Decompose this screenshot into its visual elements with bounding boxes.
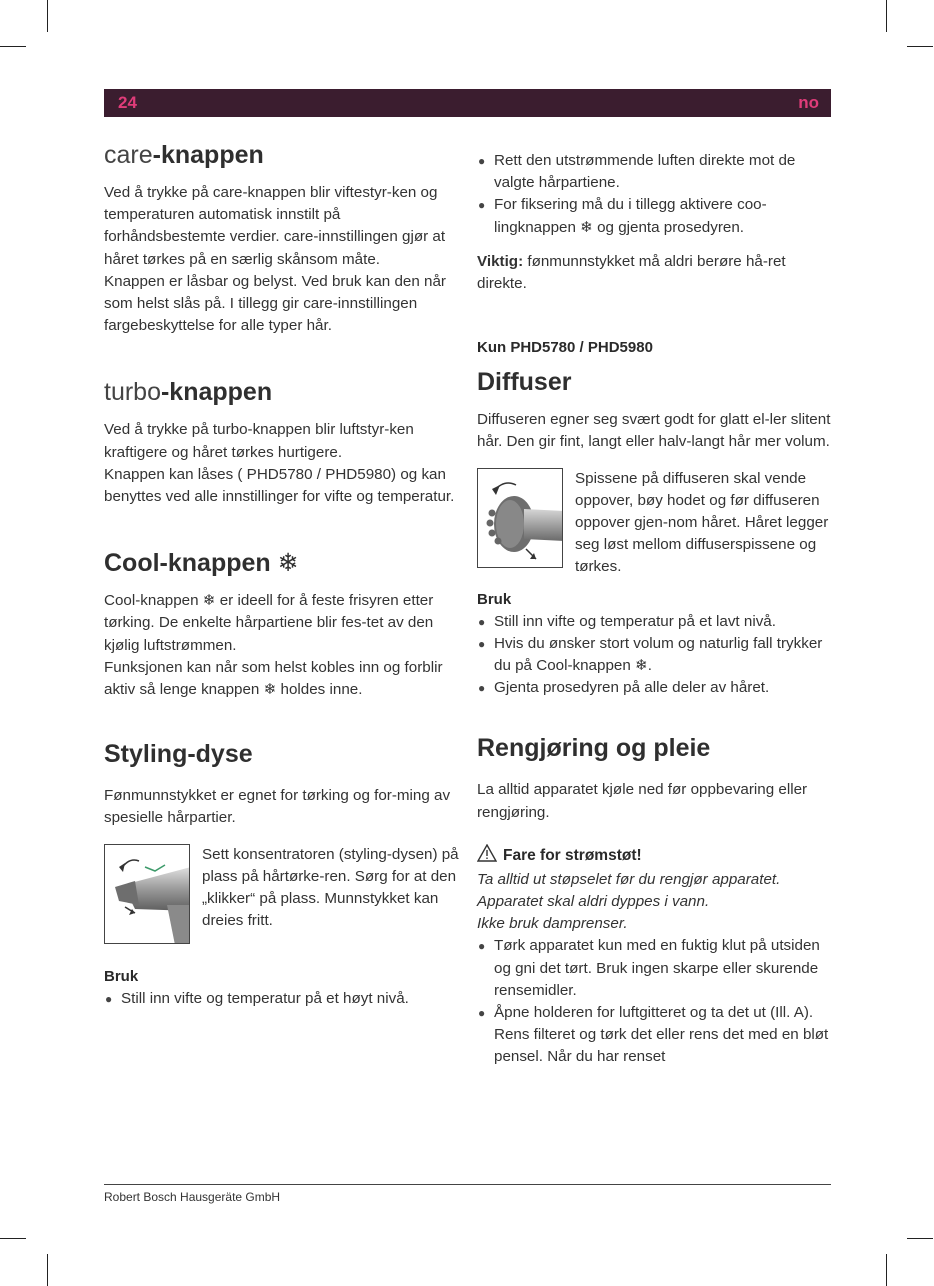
footer-company: Robert Bosch Hausgeräte GmbH: [104, 1190, 281, 1204]
styling-nozzle-illustration: [104, 844, 190, 944]
diffuser-section: [477, 337, 833, 699]
warning-line-1: Ta alltid ut støpselet før du rengjør apparatet.: [477, 870, 781, 888]
styling-heading: Styling-dyse: [104, 740, 253, 769]
right-column: [477, 150, 833, 1069]
page-header-bar: [104, 89, 831, 117]
list-item: ● Still inn vifte og temperatur på et høyt nivå.: [104, 988, 460, 1010]
important-label: Viktig:: [477, 252, 524, 270]
diffuser-figure-text: Spissene på diffuseren skal vende oppover, bøy hodet og før diffuseren oppover gjen-nom håret. Håret legger seg løst mellom diffuserspissene og tørkes.: [575, 469, 829, 576]
turbo-heading: turbo-knappen: [104, 378, 273, 407]
styling-section: [104, 739, 460, 1010]
cool-paragraph-1: Cool-knappen ❄ er ideell for å feste frisyren etter tørking. De enkelte hårpartiene blir fes-tet av den kjølig luftstrømmen.: [104, 592, 434, 654]
left-column: [104, 140, 460, 1010]
list-item: ● Gjenta prosedyren på alle deler av håret.: [477, 677, 833, 699]
important-text: fønmunnstykket må aldri berøre hå-ret direkte.: [477, 252, 786, 293]
crop-mark: [0, 1238, 26, 1239]
list-item: ● Still inn vifte og temperatur på et lavt nivå.: [477, 611, 833, 633]
cool-heading: Cool-knappen ❄: [104, 549, 299, 578]
crop-mark: [47, 0, 48, 32]
cleaning-bullet-list: [477, 935, 833, 1068]
list-item: ● Åpne holderen for luftgitteret og ta det ut (Ill. A). Rens filteret og tørk det eller rens det med en bløt pensel. Når du har renset: [477, 1002, 833, 1069]
turbo-paragraph-2: Knappen kan låses ( PHD5780 / PHD5980) og kan benyttes ved alle innstillinger for vifte og temperatur.: [104, 465, 455, 506]
crop-mark: [886, 1254, 887, 1286]
snowflake-icon: ❄: [277, 549, 299, 578]
cleaning-heading: Rengjøring og pleie: [477, 734, 711, 763]
turbo-section: [104, 377, 460, 508]
list-item: ● For fiksering må du i tillegg aktivere coo-lingknappen ❄ og gjenta prosedyren.: [477, 194, 833, 238]
crop-mark: [0, 46, 26, 47]
warning-heading: [477, 844, 833, 869]
care-paragraph-2: Knappen er låsbar og belyst. Ved bruk kan den når som helst slås på. I tillegg gir care-innstillingen fargebeskyttelse for alle typer hår.: [104, 272, 446, 335]
page-number: 24: [118, 93, 137, 112]
diffuser-models: Kun PHD5780 / PHD5980: [477, 339, 653, 357]
footer-divider: [104, 1184, 831, 1185]
diffuser-illustration: [477, 468, 563, 568]
turbo-paragraph-1: Ved å trykke på turbo-knappen blir luftstyr-ken kraftigere og håret tørkes hurtigere.: [104, 421, 414, 461]
cool-section: [104, 548, 460, 701]
cleaning-paragraph-1: La alltid apparatet kjøle ned før oppbevaring eller rengjøring.: [477, 781, 808, 821]
warning-line-3: Ikke bruk damprenser.: [477, 915, 628, 933]
crop-mark: [47, 1254, 48, 1286]
styling-paragraph-1: Fønmunnstykket er egnet for tørking og for-ming av spesielle hårpartier.: [104, 787, 451, 827]
diffuser-bullet-list: [477, 611, 833, 700]
crop-mark: [907, 1238, 933, 1239]
warning-title-text: Fare for strømstøt!: [503, 847, 642, 865]
care-heading: care-knappen: [104, 141, 264, 169]
care-paragraph-1: Ved å trykke på care-knappen blir viftestyr-ken og temperaturen automatisk innstilt på forhåndsbestemte verdier. care-innstillingen gjør at håret tørkes på en særlig skånsom måte.: [104, 184, 446, 268]
list-item: ● Tørk apparatet kun med en fuktig klut på utsiden og gni det tørt. Bruk ingen skarpe eller skurende rensemidler.: [477, 935, 833, 1002]
styling-figure-row: [104, 844, 460, 944]
important-note: [477, 251, 833, 295]
styling-figure-text: Sett konsentratoren (styling-dysen) på plass på hårtørke-ren. Sørg for at den „klikker“ på plass. Munnstykket kan dreies fritt.: [202, 845, 459, 930]
diffuser-use-heading: Bruk: [477, 590, 512, 608]
styling-use-heading: Bruk: [104, 967, 139, 985]
care-section: [104, 140, 460, 337]
language-code: no: [798, 93, 819, 112]
cleaning-section: [477, 733, 833, 1068]
crop-mark: [907, 46, 933, 47]
styling-bullet-list: [104, 988, 460, 1010]
list-item: ● Rett den utstrømmende luften direkte mot de valgte hårpartiene.: [477, 150, 833, 194]
styling-cont-bullet-list: [477, 150, 833, 239]
diffuser-paragraph-1: Diffuseren egner seg svært godt for glatt el-ler slitent hår. Den gir fint, langt eller halv-langt hår mer volum.: [477, 411, 831, 451]
warning-triangle-icon: [477, 844, 497, 869]
warning-line-2: Apparatet skal aldri dyppes i vann.: [477, 893, 710, 911]
list-item: ● Hvis du ønsker stort volum og naturlig fall trykker du på Cool-knappen ❄.: [477, 633, 833, 677]
cool-paragraph-2: Funksjonen kan når som helst kobles inn og forblir aktiv så lenge knappen ❄ holdes inne.: [104, 658, 443, 699]
diffuser-heading: Diffuser: [477, 368, 572, 397]
diffuser-figure-row: [477, 468, 833, 579]
crop-mark: [886, 0, 887, 32]
